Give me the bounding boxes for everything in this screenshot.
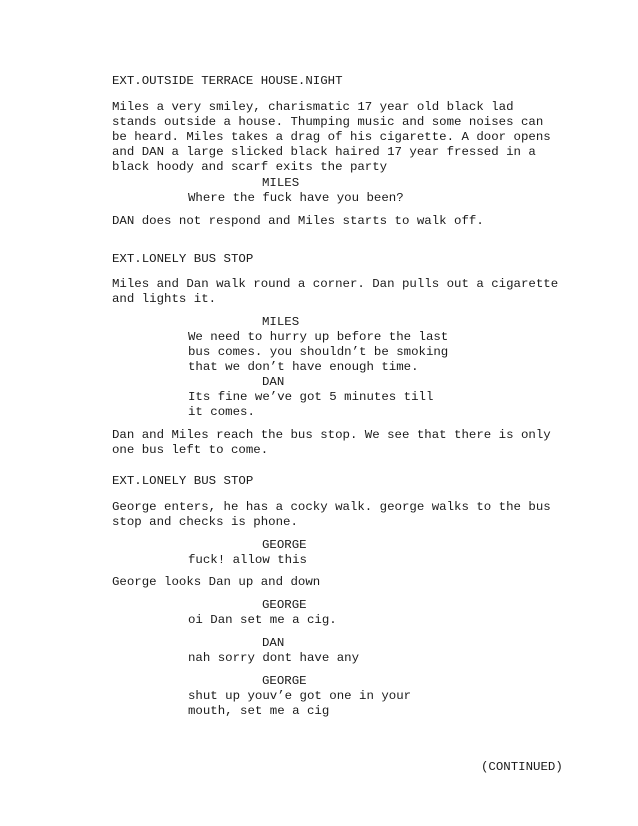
dialogue-line: shut up youv’e got one in your bbox=[188, 689, 412, 703]
action-line: Dan and Miles reach the bus stop. We see that there is only bbox=[112, 428, 551, 442]
character-cue: MILES bbox=[262, 315, 300, 329]
action-line: and DAN a large slicked black haired 17 year fressed in a bbox=[112, 145, 536, 159]
scene-heading: EXT.OUTSIDE TERRACE HOUSE.NIGHT bbox=[112, 74, 343, 88]
dialogue-line: We need to hurry up before the last bbox=[188, 330, 449, 344]
character-cue: GEORGE bbox=[262, 674, 307, 688]
action-line: Miles and Dan walk round a corner. Dan pulls out a cigarette bbox=[112, 277, 559, 291]
character-cue: GEORGE bbox=[262, 598, 307, 612]
scene-heading: EXT.LONELY BUS STOP bbox=[112, 252, 254, 266]
dialogue-line: oi Dan set me a cig. bbox=[188, 613, 337, 627]
action-line: one bus left to come. bbox=[112, 443, 269, 457]
action-line: George looks Dan up and down bbox=[112, 575, 321, 589]
dialogue-line: Where the fuck have you been? bbox=[188, 191, 404, 205]
action-line: DAN does not respond and Miles starts to walk off. bbox=[112, 214, 484, 228]
dialogue-line: bus comes. you shouldn’t be smoking bbox=[188, 345, 449, 359]
character-cue: DAN bbox=[262, 636, 285, 650]
dialogue-line: that we don’t have enough time. bbox=[188, 360, 419, 374]
character-cue: GEORGE bbox=[262, 538, 307, 552]
continued-marker: (CONTINUED) bbox=[481, 760, 563, 774]
dialogue-line: Its fine we’ve got 5 minutes till bbox=[188, 390, 434, 404]
scene-heading: EXT.LONELY BUS STOP bbox=[112, 474, 254, 488]
action-line: George enters, he has a cocky walk. george walks to the bus bbox=[112, 500, 551, 514]
dialogue-line: mouth, set me a cig bbox=[188, 704, 330, 718]
action-line: stands outside a house. Thumping music and some noises can bbox=[112, 115, 544, 129]
character-cue: DAN bbox=[262, 375, 285, 389]
dialogue-line: fuck! allow this bbox=[188, 553, 307, 567]
action-line: Miles a very smiley, charismatic 17 year old black lad bbox=[112, 100, 514, 114]
action-line: stop and checks is phone. bbox=[112, 515, 298, 529]
character-cue: MILES bbox=[262, 176, 300, 190]
action-line: be heard. Miles takes a drag of his cigarette. A door opens bbox=[112, 130, 551, 144]
action-line: and lights it. bbox=[112, 292, 217, 306]
dialogue-line: it comes. bbox=[188, 405, 255, 419]
action-line: black hoody and scarf exits the party bbox=[112, 160, 388, 174]
dialogue-line: nah sorry dont have any bbox=[188, 651, 360, 665]
